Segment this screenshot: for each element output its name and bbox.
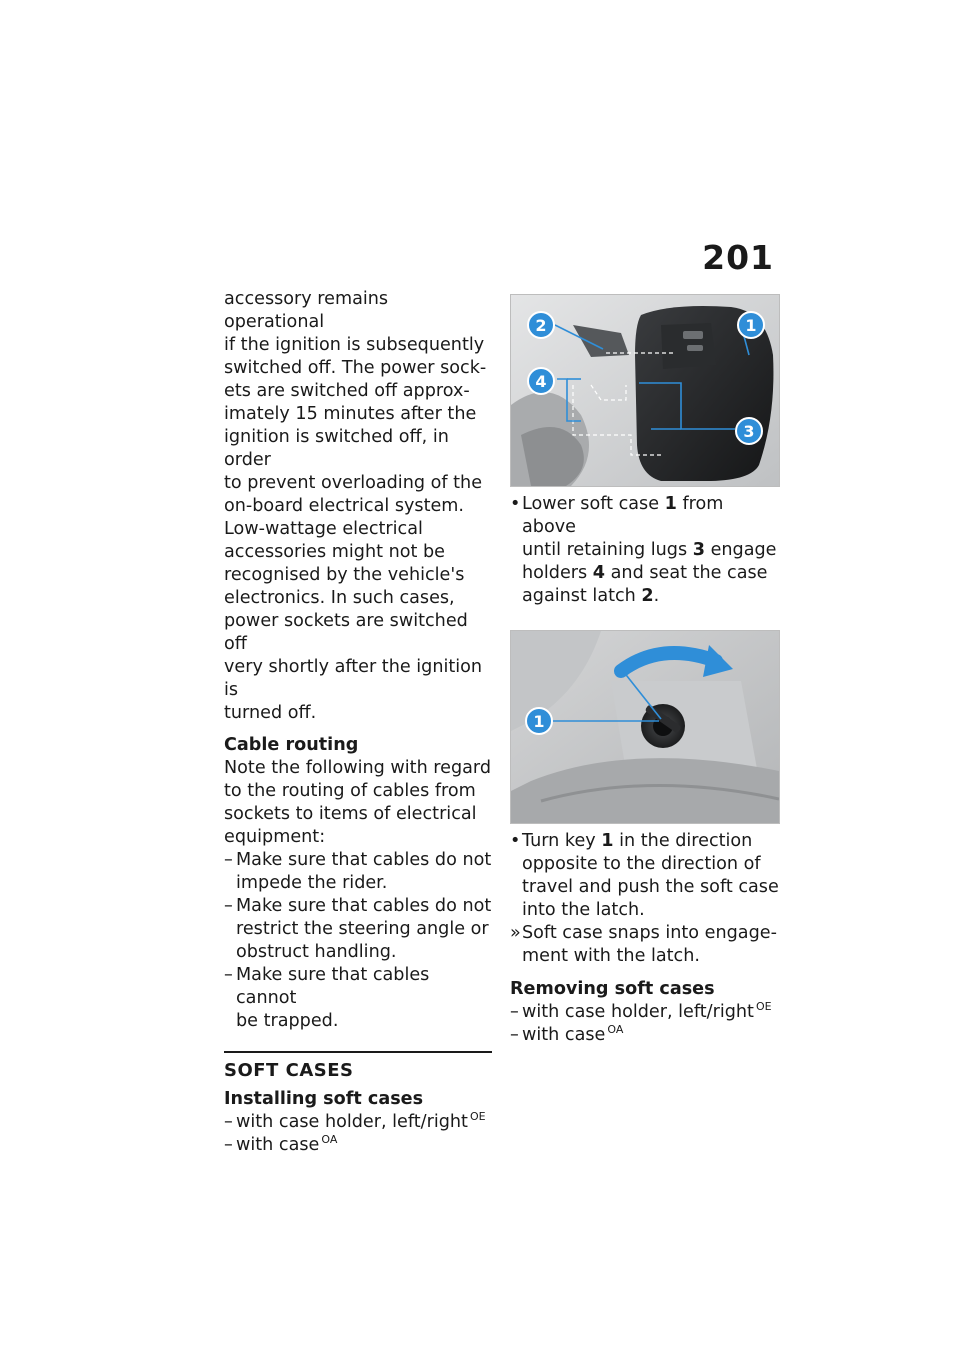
text-line: travel and push the soft case: [522, 877, 779, 897]
install-heading: Installing soft cases: [224, 1089, 424, 1109]
key-latch-figure: [510, 630, 780, 824]
intro-paragraph: [224, 288, 492, 518]
text-line: » Soft case snaps into engage-: [522, 923, 777, 943]
text-run: until retaining lugs: [522, 540, 693, 560]
text-line: ment with the latch.: [522, 946, 700, 966]
option-badge: OE: [469, 1110, 486, 1123]
text-line: – Make sure that cables do not: [236, 850, 492, 870]
text-line: on-board electrical system.: [224, 496, 465, 516]
text-line: [522, 539, 780, 562]
text-line: switched off. The power sock-: [224, 358, 487, 378]
option-badge: OA: [321, 1133, 338, 1146]
soft-case-mount-figure: [510, 294, 780, 487]
text-line: obstruct handling.: [236, 942, 397, 962]
text-line: ets are switched off approx-: [224, 381, 470, 401]
ref-number: 1: [601, 831, 614, 851]
text-line: sockets to items of electrical: [224, 804, 477, 824]
remove-conditions-list: [510, 1001, 780, 1047]
section-title: SOFT CASES: [224, 1060, 354, 1081]
callout-2: 2: [535, 316, 547, 335]
text-run: in the direction: [613, 831, 753, 851]
condition-text: with case holder, left/right: [236, 1112, 468, 1132]
option-badge: OA: [607, 1023, 624, 1036]
text-line: [522, 493, 780, 539]
text-line: if the ignition is subsequently: [224, 335, 485, 355]
text-run: Lower soft case: [522, 494, 665, 514]
condition-text: with case: [236, 1135, 320, 1155]
text-line: recognised by the vehicle's: [224, 565, 465, 585]
text-line: Low-wattage electrical: [224, 519, 423, 539]
list-item: [510, 1001, 780, 1024]
cable-intro: [224, 757, 492, 849]
text-line: power sockets are switched off: [224, 611, 468, 654]
step-lower-case: [510, 493, 780, 608]
list-item: [224, 1111, 492, 1134]
text-line: very shortly after the ignition is: [224, 657, 483, 700]
text-line: electronics. In such cases,: [224, 588, 455, 608]
key-latch-illustration: [511, 631, 779, 823]
page-number: 201: [702, 238, 774, 277]
text-run: engage: [704, 540, 777, 560]
text-line: imately 15 minutes after the: [224, 404, 477, 424]
text-line: restrict the steering angle or: [236, 919, 489, 939]
list-item: [224, 1134, 492, 1157]
remove-heading: Removing soft cases: [510, 979, 715, 999]
condition-text: with case: [522, 1025, 606, 1045]
list-item: [510, 493, 780, 608]
text-line: accessories might not be: [224, 542, 445, 562]
ref-number: 3: [692, 540, 705, 560]
condition-text: with case holder, left/right: [522, 1002, 754, 1022]
text-line: [522, 562, 780, 585]
cable-items-list: [224, 849, 492, 1033]
left-column: [224, 288, 492, 1157]
callout-4: 4: [535, 372, 547, 391]
text-run: from above: [522, 494, 724, 537]
text-run: Turn key: [522, 831, 602, 851]
list-item: [224, 895, 492, 964]
text-run: holders: [522, 563, 593, 583]
text-line: ignition is switched off, in order: [224, 427, 449, 470]
ref-number: 1: [664, 494, 677, 514]
text-line: impede the rider.: [236, 873, 388, 893]
text-line: opposite to the direction of: [522, 854, 761, 874]
text-line: turned off.: [224, 703, 317, 723]
callout-1: 1: [533, 712, 545, 731]
list-item: [224, 964, 492, 1033]
text-line: [522, 830, 780, 853]
ref-number: 2: [641, 586, 654, 606]
text-line: – Make sure that cables do not: [236, 896, 492, 916]
right-column: [510, 288, 780, 1047]
text-line: equipment:: [224, 827, 326, 847]
text-run: and seat the case: [605, 563, 768, 583]
text-run: against latch: [522, 586, 642, 606]
install-conditions-list: [224, 1111, 492, 1157]
text-line: accessory remains operational: [224, 289, 389, 332]
text-line: into the latch.: [522, 900, 645, 920]
text-run: .: [653, 586, 660, 606]
section-divider: [224, 1051, 492, 1053]
list-item: [224, 849, 492, 895]
spacer: [510, 968, 780, 976]
option-badge: OE: [755, 1000, 772, 1013]
text-line: – Make sure that cables cannot: [236, 965, 430, 1008]
ref-number: 4: [592, 563, 606, 583]
text-line: Note the following with regard: [224, 758, 492, 778]
text-line: be trapped.: [236, 1011, 339, 1031]
list-item: [510, 922, 780, 968]
text-line: to prevent overloading of the: [224, 473, 483, 493]
callout-3: 3: [743, 422, 755, 441]
list-item: [510, 1024, 780, 1047]
callout-1: 1: [745, 316, 757, 335]
list-item: [510, 830, 780, 922]
low-wattage-paragraph: [224, 518, 492, 725]
text-line: [522, 585, 780, 608]
soft-case-illustration: [511, 295, 779, 486]
text-line: to the routing of cables from: [224, 781, 476, 801]
cable-routing-heading: Cable routing: [224, 735, 359, 755]
step-turn-key: [510, 830, 780, 922]
result-list: [510, 922, 780, 968]
